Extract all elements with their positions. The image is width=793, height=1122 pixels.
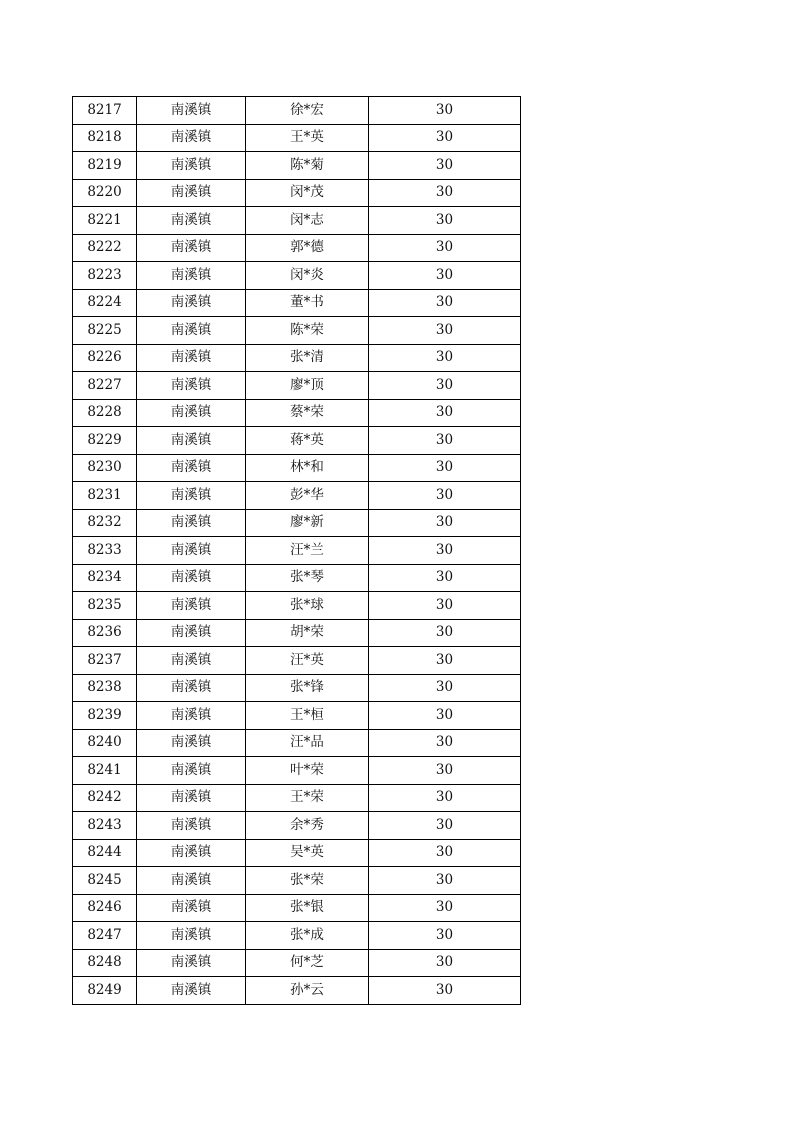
table-row [73,894,521,922]
town-cell: 南溪镇 [137,234,246,262]
amount-cell: 30 [369,427,521,455]
table-row [73,812,521,840]
row-number-cell: 8245 [73,867,137,895]
person-name-cell: 张*琴 [246,564,369,592]
town-cell: 南溪镇 [137,344,246,372]
person-name-cell: 余*秀 [246,812,369,840]
town-cell: 南溪镇 [137,592,246,620]
town-cell: 南溪镇 [137,454,246,482]
row-number-cell: 8248 [73,949,137,977]
town-cell: 南溪镇 [137,97,246,125]
row-number-cell: 8247 [73,922,137,950]
amount-cell: 30 [369,482,521,510]
person-name-cell: 廖*新 [246,509,369,537]
amount-cell: 30 [369,399,521,427]
row-number-cell: 8226 [73,344,137,372]
town-cell: 南溪镇 [137,922,246,950]
town-cell: 南溪镇 [137,564,246,592]
person-name-cell: 张*荣 [246,867,369,895]
town-cell: 南溪镇 [137,949,246,977]
row-number-cell: 8224 [73,289,137,317]
row-number-cell: 8236 [73,619,137,647]
table-row [73,152,521,180]
person-name-cell: 汪*英 [246,647,369,675]
town-cell: 南溪镇 [137,647,246,675]
amount-cell: 30 [369,977,521,1005]
amount-cell: 30 [369,207,521,235]
person-name-cell: 林*和 [246,454,369,482]
person-name-cell: 吴*英 [246,839,369,867]
row-number-cell: 8217 [73,97,137,125]
person-name-cell: 蒋*英 [246,427,369,455]
town-cell: 南溪镇 [137,729,246,757]
person-name-cell: 张*锋 [246,674,369,702]
amount-cell: 30 [369,454,521,482]
person-name-cell: 张*球 [246,592,369,620]
row-number-cell: 8239 [73,702,137,730]
person-name-cell: 闵*茂 [246,179,369,207]
table-row [73,179,521,207]
person-name-cell: 闵*志 [246,207,369,235]
town-cell: 南溪镇 [137,977,246,1005]
row-number-cell: 8233 [73,537,137,565]
table-row [73,262,521,290]
amount-cell: 30 [369,729,521,757]
table-row [73,399,521,427]
table-row [73,647,521,675]
amount-cell: 30 [369,234,521,262]
table-row [73,372,521,400]
amount-cell: 30 [369,179,521,207]
town-cell: 南溪镇 [137,262,246,290]
row-number-cell: 8227 [73,372,137,400]
person-name-cell: 汪*品 [246,729,369,757]
row-number-cell: 8249 [73,977,137,1005]
town-cell: 南溪镇 [137,509,246,537]
table-row [73,977,521,1005]
amount-cell: 30 [369,702,521,730]
row-number-cell: 8238 [73,674,137,702]
table-row [73,97,521,125]
town-cell: 南溪镇 [137,372,246,400]
row-number-cell: 8244 [73,839,137,867]
row-number-cell: 8220 [73,179,137,207]
table-row [73,702,521,730]
person-name-cell: 陈*荣 [246,317,369,345]
person-name-cell: 叶*荣 [246,757,369,785]
person-name-cell: 董*书 [246,289,369,317]
town-cell: 南溪镇 [137,537,246,565]
row-number-cell: 8225 [73,317,137,345]
person-name-cell: 廖*顶 [246,372,369,400]
town-cell: 南溪镇 [137,289,246,317]
amount-cell: 30 [369,509,521,537]
subsidy-table [72,96,521,1005]
amount-cell: 30 [369,262,521,290]
row-number-cell: 8221 [73,207,137,235]
town-cell: 南溪镇 [137,179,246,207]
amount-cell: 30 [369,97,521,125]
town-cell: 南溪镇 [137,867,246,895]
town-cell: 南溪镇 [137,427,246,455]
town-cell: 南溪镇 [137,619,246,647]
amount-cell: 30 [369,537,521,565]
row-number-cell: 8241 [73,757,137,785]
row-number-cell: 8243 [73,812,137,840]
amount-cell: 30 [369,647,521,675]
person-name-cell: 彭*华 [246,482,369,510]
table-row [73,922,521,950]
table-row [73,757,521,785]
amount-cell: 30 [369,592,521,620]
table-row [73,784,521,812]
table-body [73,97,521,1005]
town-cell: 南溪镇 [137,757,246,785]
amount-cell: 30 [369,867,521,895]
table-row [73,207,521,235]
row-number-cell: 8229 [73,427,137,455]
table-row [73,454,521,482]
table-row [73,674,521,702]
row-number-cell: 8246 [73,894,137,922]
row-number-cell: 8222 [73,234,137,262]
amount-cell: 30 [369,949,521,977]
town-cell: 南溪镇 [137,124,246,152]
amount-cell: 30 [369,922,521,950]
table-row [73,234,521,262]
row-number-cell: 8219 [73,152,137,180]
person-name-cell: 徐*宏 [246,97,369,125]
table-row [73,509,521,537]
town-cell: 南溪镇 [137,317,246,345]
amount-cell: 30 [369,757,521,785]
row-number-cell: 8230 [73,454,137,482]
person-name-cell: 汪*兰 [246,537,369,565]
person-name-cell: 张*银 [246,894,369,922]
amount-cell: 30 [369,674,521,702]
town-cell: 南溪镇 [137,839,246,867]
row-number-cell: 8237 [73,647,137,675]
person-name-cell: 张*成 [246,922,369,950]
town-cell: 南溪镇 [137,399,246,427]
amount-cell: 30 [369,564,521,592]
table-row [73,867,521,895]
table-row [73,344,521,372]
person-name-cell: 何*芝 [246,949,369,977]
amount-cell: 30 [369,894,521,922]
amount-cell: 30 [369,619,521,647]
town-cell: 南溪镇 [137,702,246,730]
amount-cell: 30 [369,372,521,400]
person-name-cell: 闵*炎 [246,262,369,290]
row-number-cell: 8235 [73,592,137,620]
town-cell: 南溪镇 [137,784,246,812]
amount-cell: 30 [369,289,521,317]
town-cell: 南溪镇 [137,152,246,180]
amount-cell: 30 [369,317,521,345]
person-name-cell: 胡*荣 [246,619,369,647]
amount-cell: 30 [369,812,521,840]
row-number-cell: 8228 [73,399,137,427]
table-row [73,124,521,152]
amount-cell: 30 [369,124,521,152]
table-row [73,564,521,592]
table-row [73,537,521,565]
town-cell: 南溪镇 [137,894,246,922]
row-number-cell: 8240 [73,729,137,757]
row-number-cell: 8218 [73,124,137,152]
table-row [73,482,521,510]
amount-cell: 30 [369,152,521,180]
table-row [73,289,521,317]
amount-cell: 30 [369,784,521,812]
table-row [73,619,521,647]
amount-cell: 30 [369,839,521,867]
person-name-cell: 张*清 [246,344,369,372]
row-number-cell: 8234 [73,564,137,592]
town-cell: 南溪镇 [137,674,246,702]
town-cell: 南溪镇 [137,812,246,840]
table-row [73,729,521,757]
person-name-cell: 孙*云 [246,977,369,1005]
table-row [73,592,521,620]
row-number-cell: 8232 [73,509,137,537]
person-name-cell: 陈*菊 [246,152,369,180]
town-cell: 南溪镇 [137,207,246,235]
row-number-cell: 8223 [73,262,137,290]
amount-cell: 30 [369,344,521,372]
person-name-cell: 王*桓 [246,702,369,730]
table-row [73,317,521,345]
person-name-cell: 蔡*荣 [246,399,369,427]
table-row [73,427,521,455]
person-name-cell: 王*荣 [246,784,369,812]
person-name-cell: 王*英 [246,124,369,152]
row-number-cell: 8231 [73,482,137,510]
person-name-cell: 郭*德 [246,234,369,262]
row-number-cell: 8242 [73,784,137,812]
table-row [73,839,521,867]
town-cell: 南溪镇 [137,482,246,510]
table-row [73,949,521,977]
